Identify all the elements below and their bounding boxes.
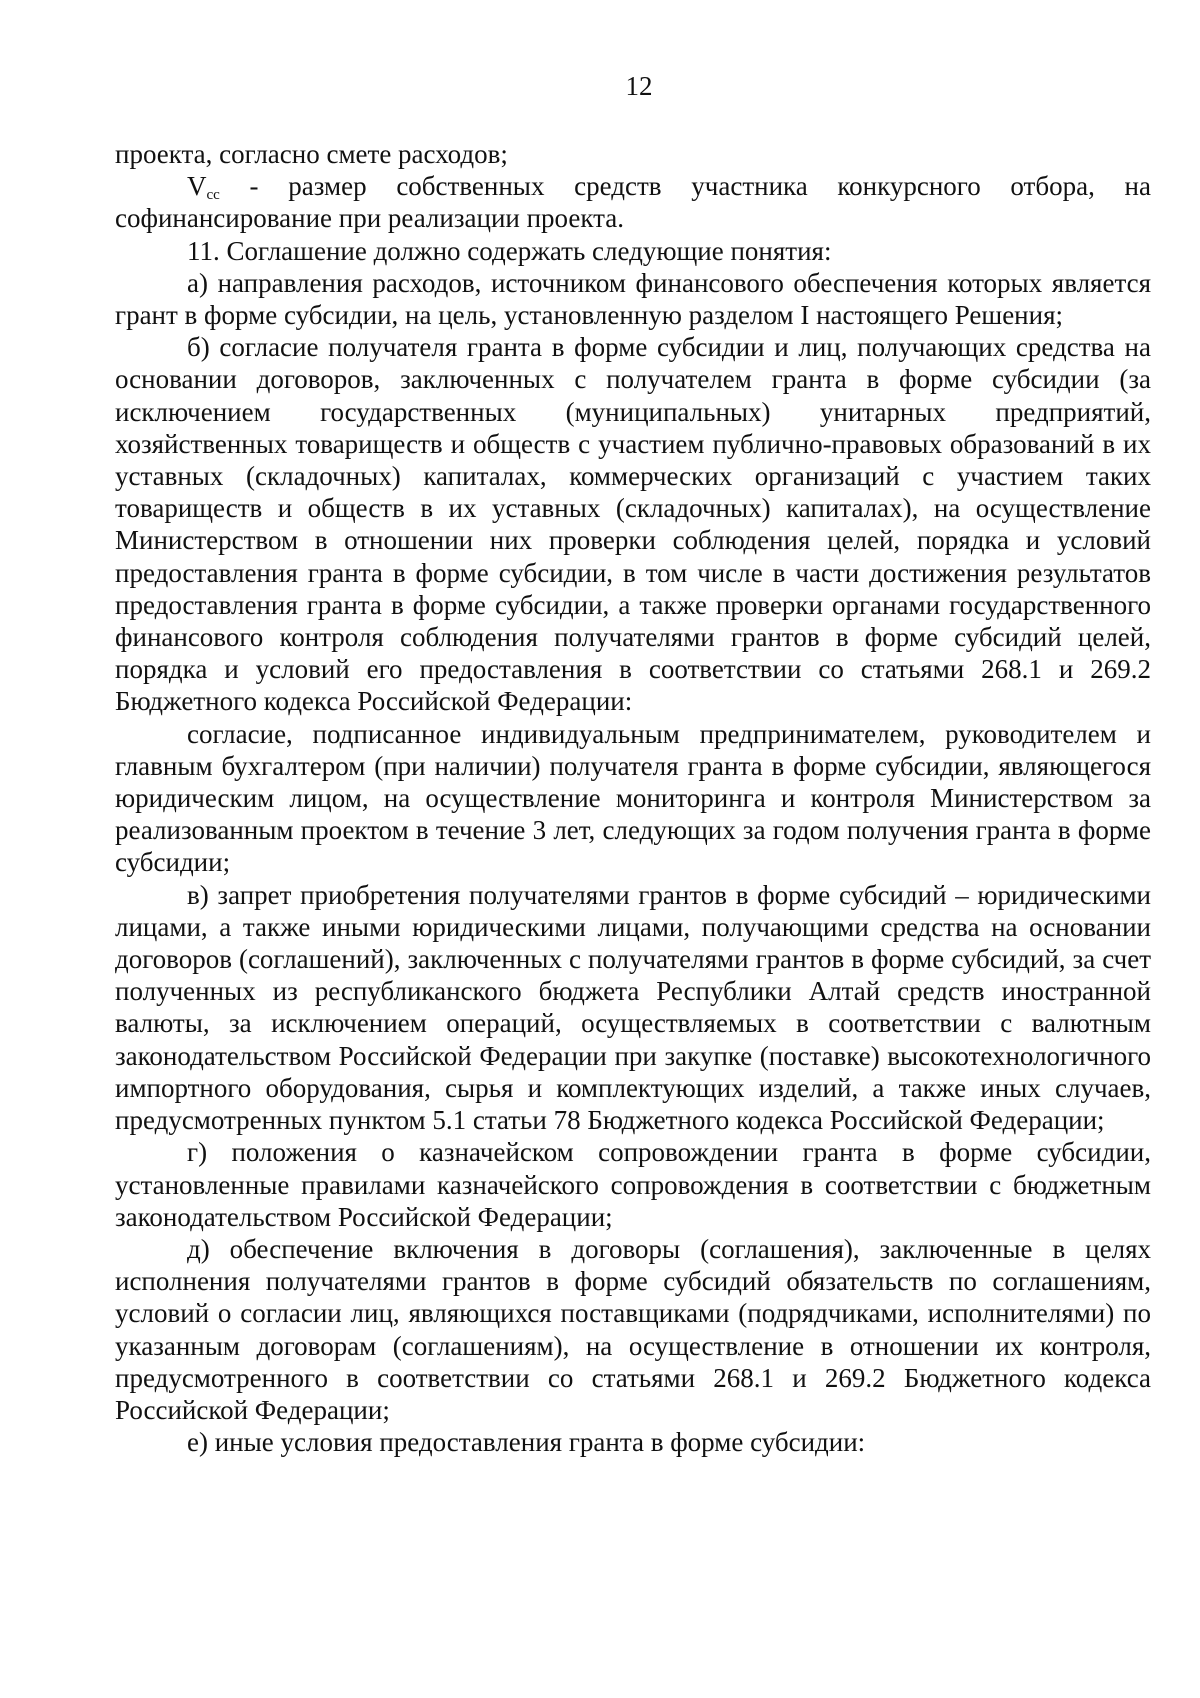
variable-subscript: cc bbox=[206, 187, 220, 204]
paragraph-item-e: е) иные условия предоставления гранта в форме субсидии: bbox=[187, 1427, 866, 1458]
paragraph-consent: согласие, подписанное индивидуальным предпринимателем, руководителем и главным бухгалтером (при наличии) получателя гранта в форме субсидии, являющегося юридическим лицом, на осуществление мониторинга и контроля Министерством за реализованным проектом в течение 3 лет, следующих за годом получения гранта в форме субсидии; bbox=[115, 718, 1151, 878]
paragraph-clause-11: 11. Соглашение должно содержать следующие понятия: bbox=[187, 235, 832, 266]
paragraph-item-b: б) согласие получателя гранта в форме субсидии и лиц, получающих средства на основании договоров, заключенных с получателем гранта в форме субсидии (за исключением государственных (муниципальных) унитарных предприятий, хозяйственных товариществ и обществ с участием публично-правовых образований в их уставных (складочных) капиталах, коммерческих организаций с участием таких товариществ и обществ в их уставных (складочных) капиталах), на осуществление Министерством в отношении них проверки соблюдения целей, порядка и условий предоставления гранта в форме субсидии, в том числе в части достижения результатов предоставления гранта в форме субсидии, а также проверки органами государственного финансового контроля соблюдения получателями грантов в форме субсидий целей, порядка и условий его предоставления в соответствии со статьями 268.1 и 269.2 Бюджетного кодекса Российской Федерации: bbox=[115, 332, 1151, 717]
paragraph-item-a: а) направления расходов, источником финансового обеспечения которых является грант в форме субсидии, на цель, установленную разделом I настоящего Решения; bbox=[115, 267, 1151, 331]
paragraph-continuation: проекта, согласно смете расходов; bbox=[115, 139, 508, 169]
paragraph-item-d: д) обеспечение включения в договоры (соглашения), заключенные в целях исполнения получателями грантов в форме субсидий обязательств по соглашениям, условий о согласии лиц, являющихся поставщиками (подрядчиками, исполнителями) по указанным договорам (соглашениям), на осуществление в отношении их контроля, предусмотренного в соответствии со статьями 268.1 и 269.2 Бюджетного кодекса Российской Федерации; bbox=[115, 1233, 1151, 1425]
paragraph-item-g: г) положения о казначейском сопровождении гранта в форме субсидии, установленные правилами казначейского сопровождения в соответствии с бюджетным законодательством Российской Федерации; bbox=[115, 1137, 1151, 1232]
paragraph-vcc-definition bbox=[115, 170, 1151, 234]
variable-definition: - размер собственных средств участника конкурсного отбора, на софинансирование при реализации проекта. bbox=[115, 171, 1151, 234]
variable-symbol: V bbox=[187, 171, 207, 202]
document-body bbox=[115, 138, 1151, 1458]
paragraph-item-v: в) запрет приобретения получателями грантов в форме субсидий – юридическими лицами, а также иными юридическими лицами, получающими средства на основании договоров (соглашений), заключенных с получателями грантов в форме субсидий, за счет полученных из республиканского бюджета Республики Алтай средств иностранной валюты, за исключением операций, осуществляемых в соответствии с валютным законодательством Российской Федерации при закупке (поставке) высокотехнологичного импортного оборудования, сырья и комплектующих изделий, а также иных случаев, предусмотренных пунктом 5.1 статьи 78 Бюджетного кодекса Российской Федерации; bbox=[115, 879, 1151, 1136]
page-number: 12 bbox=[625, 71, 653, 101]
